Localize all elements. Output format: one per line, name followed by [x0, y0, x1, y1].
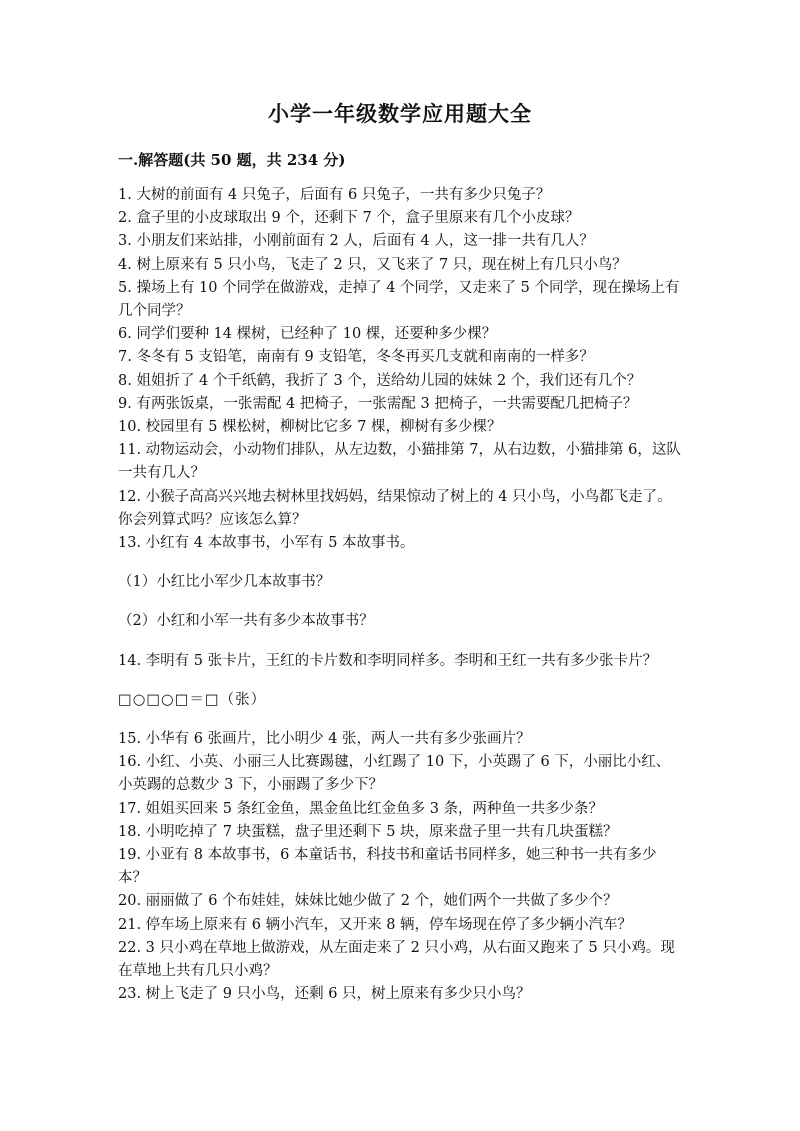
question-19: 19. 小亚有 8 本故事书，6 本童话书，科技书和童话书同样多，她三种书一共有多少本？ — [118, 847, 657, 887]
question-10: 10. 校园里有 5 棵松树，柳树比它多 7 棵，柳树有多少棵？ — [118, 419, 502, 436]
question-list — [118, 184, 684, 1007]
question-18: 18. 小明吃掉了 7 块蛋糕，盘子里还剩下 5 块，原来盘子里一共有几块蛋糕？ — [118, 823, 618, 840]
section-heading: 一.解答题(共 50 题，共 234 分) — [118, 151, 346, 169]
page-title: 小学一年级数学应用题大全 — [268, 101, 532, 126]
question-13-part-2: （2）小红和小军一共有多少本故事书？ — [118, 613, 374, 630]
question-22: 22. 3 只小鸡在草地上做游戏，从左面走来了 2 只小鸡，从右面又跑来了 5 只小鸡。现在草地上共有几只小鸡？ — [118, 939, 675, 980]
question-4: 4. 树上原来有 5 只小鸟，飞走了 2 只，又飞来了 7 只，现在树上有几只小鸟？ — [118, 256, 627, 273]
question-15: 15. 小华有 6 张画片，比小明少 4 张，两人一共有多少张画片？ — [118, 731, 531, 748]
question-5: 5. 操场上有 10 个同学在做游戏，走掉了 4 个同学，又走来了 5 个同学，现在操场上有几个同学？ — [118, 279, 680, 320]
question-14-formula: □○□○□＝□（张） — [118, 691, 267, 708]
question-12: 12. 小猴子高高兴兴地去树林里找妈妈，结果惊动了树上的 4 只小鸟，小鸟都飞走了。你会列算式吗？应该怎么算？ — [118, 488, 672, 528]
question-9: 9. 有两张饭桌，一张需配 4 把椅子，一张需配 3 把椅子，一共需要配几把椅子？ — [118, 395, 638, 412]
question-6: 6. 同学们要种 14 棵树，已经种了 10 棵，还要种多少棵？ — [118, 326, 497, 343]
question-3: 3. 小朋友们来站排，小刚前面有 2 人，后面有 4 人，这一排一共有几人？ — [118, 233, 594, 250]
question-13-part-1: （1）小红比小军少几本故事书？ — [118, 574, 331, 591]
question-14: 14. 李明有 5 张卡片，王红的卡片数和李明同样多。李明和王红一共有多少张卡片？ — [118, 652, 658, 669]
question-11: 11. 动物运动会，小动物们排队，从左边数，小猫排第 7，从右边数，小猫排第 6，这队一共有几人？ — [118, 442, 681, 482]
question-23: 23. 树上飞走了 9 只小鸟，还剩 6 只，树上原来有多少只小鸟？ — [118, 986, 531, 1003]
question-16: 16. 小红、小英、小丽三人比赛踢毽，小红踢了 10 下，小英踢了 6 下，小丽比小红、小英踢的总数少 3 下，小丽踢了多少下？ — [118, 754, 671, 794]
question-20: 20. 丽丽做了 6 个布娃娃，妹妹比她少做了 2 个，她们两个一共做了多少个？ — [118, 893, 618, 910]
question-7: 7. 冬冬有 5 支铅笔，南南有 9 支铅笔，冬冬再买几支就和南南的一样多？ — [118, 349, 594, 366]
question-13: 13. 小红有 4 本故事书，小军有 5 本故事书。 — [118, 535, 415, 552]
question-2: 2. 盒子里的小皮球取出 9 个，还剩下 7 个，盒子里原来有几个小皮球？ — [118, 210, 580, 227]
question-21: 21. 停车场上原来有 6 辆小汽车，又开来 8 辆，停车场现在停了多少辆小汽车？ — [118, 916, 633, 933]
question-8: 8. 姐姐折了 4 个千纸鹤，我折了 3 个，送给幼儿园的妹妹 2 个，我们还有几个？ — [118, 372, 642, 389]
question-17: 17. 姐姐买回来 5 条红金鱼，黑金鱼比红金鱼多 3 条，两种鱼一共多少条？ — [118, 800, 604, 817]
question-1: 1. 大树的前面有 4 只兔子，后面有 6 只兔子，一共有多少只兔子？ — [118, 187, 551, 203]
